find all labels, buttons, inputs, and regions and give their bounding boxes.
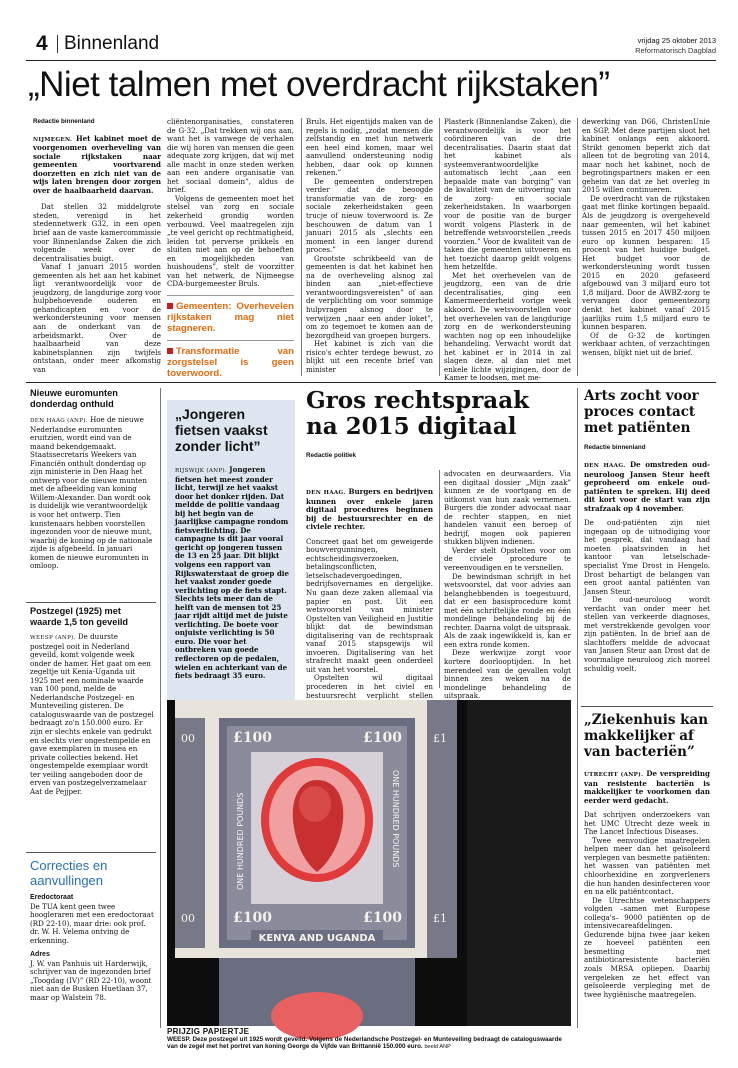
svg-text:£1: £1 — [433, 732, 447, 745]
main-byline: Redactie binnenland — [33, 118, 95, 125]
correcties-headline: Correcties en aanvullingen — [30, 858, 108, 888]
euromunten-headline: Nieuwe euromunten donderdag onthuld — [30, 388, 118, 409]
svg-text:00: 00 — [181, 732, 195, 745]
stamp-value-bottom-left: £100 — [233, 910, 272, 926]
main-col-3: Bruls. Het eigentijds maken van de regels is nodig, „zodat mensen die zelfstandig en met hun netwerk een heel eind komen, maar wel aanvullend ondersteuning nodig hebben, daar ook op kunnen rekenen.” De gemeenten onderstrepen verder dat de beoogde transformatie van de zorg- en sociale zekerheidstaken geen trucje of nieuw toverwoord is. Ze beschouwen de datum van 1 januari 2015 als „slechts een moment in een langer durend proces.” Grootste schrikbeeld van de gemeenten is dat het kabinet hen na de overheveling alsnog zal binden aan „niet-effectieve verantwoordingsvereisten” of aan de verplichting om voor sommige hulpvragen alsnog door te verwijzen „naar een ander loket”, om zo tegemoet te komen aan de bezorgdheid van groepen burgers. Het kabinet is zich van die risico's echter terdege bewust, zo blijkt uit een recente brief van minister — [306, 117, 433, 374]
stamp-value-bottom-right: £100 — [363, 910, 402, 926]
postzegel-headline: Postzegel (1925) met waarde 1,5 ton geveild — [30, 606, 129, 627]
section-title: Binnenland — [64, 33, 160, 54]
postzegel-article: Postzegel (1925) met waarde 1,5 ton geveild WEESP (ANP). De duurste postzegel ooit in Nederland geveild, komt volgende week onder de hamer. Het gaat om een zegeltje uit Kenia-Uganda uit 1925 met een nominale waarde van 100 pond, melde de Nederlandsche Postzegel- en Munteveiling gisteren. De cataloguswaarde van de postzegel bedraagt zo'n 150.000 euro. Er zijn er slechts enkele van gedrukt en slechts vier ongestempelde en gave exemplaren in musea en private collecties bekend. Het ongestempelde exemplaar wordt ter veiling aangeboden door de erven van postzegelverzamelaar Aat de Pejjper. — [30, 606, 154, 796]
photo-kicker: PRIJZIG PAPIERTJE — [167, 1027, 250, 1036]
stamp-side-right-text: ONE HUNDRED POUNDS — [391, 770, 400, 868]
main-headline: „Niet talmen met overdracht rijkstaken” — [28, 65, 610, 104]
main-col-4: Plasterk (Binnenlandse Zaken), die verantwoordelijk is voor het coördineren van de drie decentralisaties. Daarin staat dat het kabinet als systeemverantwoordelijke automatisch lecht „aan een bepaalde mate van borging” van de kwaliteit van de uitvoering van de zorg- en sociale zekerheidstaken. In waarborgen voor de positie van de burger wordt volgens Plasterk in de betreffende wetsvoorstellen „reeds voorzien.” Voor de kwaliteit van de taken die gemeenten uitvoeren en het toezicht daarop geldt volgens hem hetzelfde. Met het overhevelen van de jeugdzorg, een van de drie decentralisaties, ging een Kamermeerderheid vorige week akkoord. De wetsvoorstellen voor het overhevelen van de langdurige zorg en de werkondersteuning wachten nog op een inhoudelijke behandeling. Verwacht wordt dat het kabinet er in 2014 in zal slagen deze, al dan niet met enkele lichte wijzigingen, door de Kamer te loodsen, met me- — [444, 117, 571, 383]
svg-text:£1: £1 — [433, 912, 447, 925]
jongeren-headline: „Jongeren fietsen vaakst zonder licht” — [175, 406, 268, 454]
photo-caption: PRIJZIG PAPIERTJE WEESP. Deze postzegel uit 1925 wordt geveild. Volgens de Nederlandsche Postzegel- en Munteveiling bedraagt de cataloguswaarde van de zegel met het portret van koning George de Vijfde van Brittannië 150.000 euro. beeld ANP — [167, 1028, 571, 1052]
rechtspraak-col-1: DEN HAAG. Burgers en bedrijven kunnen over enkele jaren digitaal procedures beginnen bij de bestuursrechter en de civiele rechter. Concreet gaat het om geweigerde bouwvergunningen, echtscheidingsverzoeken, betalingsconflicten, letselschadevergoedingen, bedrijfsovernames en dergelijke. Nu gaan deze zaken allemaal via papier en post. Uit een wetsvoorstel van minister Opstelten van Veiligheid en Justitie blijkt dat de bewindsman digitalisering van de rechtspraak vanaf 2015 stapsgewijs wil invoeren. Digitalisering van het strafrecht maakt geen onderdeel uit van het voorstel. Opstelten wil digitaal procederen in het civiel en bestuursrecht verplicht stellen — [306, 487, 433, 700]
pull-quote-1: Gemeenten: Overhevelen rijkstaken mag niet stagneren. — [167, 295, 294, 334]
stamp-side-left-text: ONE HUNDRED POUNDS — [236, 792, 245, 890]
euromunten-article: Nieuwe euromunten donderdag onthuld DEN HAAG (ANP). Hoe de nieuwe Nederlandse euromunten eruitzien, wordt eind van de maand bekendgemaakt. Staatssecretaris Weekers van Financiën onthult donderdag op zijn ministerie in Den Haag het ontwerp voor de nieuwe munten met de afbeelding van koning Willem-Alexander. Dan wordt ook is duidelijk wie verantwoordelijk is voor het ontwerp. Tien kunstenaars hebben voorstellen ingezonden voor de nieuwe munt, waarbij de koning op de nationale zijde is afgebeeld. In januari komen de nieuwe euromunten in omloop. — [30, 388, 153, 571]
main-col-5: dewerking van D66, ChristenUnie en SGP. Met deze partijen sloot het kabinet onlangs een akkoord. Strikt genomen beperkt zich dat alleen tot de begroting van 2014, maar noch het kabinet, noch de begrotingspartners maken er een geheim van dat ze het overleg in 2015 willen continueren. De overdracht van de rijkstaken gaat met flinke kortingen bepaald. Als de jeugdzorg is overgeheveld naar gemeenten, wil het kabinet tussen 2015 en 2017 450 miljoen euro op kunnen besparen: 15 procent van het huidige budget. Het budget voor de werkondersteuning wordt tussen 2015 en 2020 gefaseerd afgebouwd van 3 miljard euro tot 1,8 miljard. Door de AWBZ-zorg te vervangen door gemeentezorg denkt het kabinet vanaf 2015 jaarlijks ruim 1,5 miljard euro te kunnen besparen. Of de G-32 de kortingen werkbaar achten, of verzachtingen wensen, blijkt niet uit de brief. — [582, 117, 710, 357]
svg-text:00: 00 — [181, 912, 195, 925]
ziekenhuis-article: „Ziekenhuis kan makkelijker af van bacteriën” UTRECHT (ANP). De verspreiding van resistente bacteriën is makkelijker te voorkomen dan eerder werd gedacht. Dat schrijven onderzoekers van het UMC Utrecht deze week in The Lancet Infectious Diseases. Twee eenvoudige maatregelen helpen meer dan het geïsoleerd verplegen van besmette patiënten: het wassen van patiënten met chloorhexidine en zorgverleners die hun handen desinfecteren voor en na elk patiëntcontact. De Utrechtse wetenschappers volgden –samen met Europese collega's– 9000 patiënten op de intensivecareafdelingen. Gedurende bijna twee jaar keken ze hoeveel patiënten een besmetting met antibioticaresistente bacteriën zoals MRSA opliepen. Daarbij vergeleken ze het effect van geïsoleerde verpleging met de twee hygiënische maatregelen. — [584, 712, 710, 999]
stamp-country-text: KENYA AND UGANDA — [258, 933, 376, 944]
page-number: 4 — [36, 32, 48, 55]
paper-name: Reformatorisch Dagblad — [635, 46, 716, 55]
page-header — [26, 32, 716, 60]
ziekenhuis-headline: „Ziekenhuis kan makkelijker af van bacteriën” — [584, 712, 709, 760]
arts-article: Arts zocht voor proces contact met patiënten Redactie binnenland DEN HAAG. De omstreden oud-neuroloog Jansen Steur heeft geprobeerd om enkele oud-patiënten te spreken. Hij deed dit kort voor de start van zijn strafzaak op 4 november. De oud-patiënten zijn niet ingegaan op de uitnodiging voor het gesprek, dat vandaag had moeten plaatsvinden in het kantoor van letselschade-specialist Yme Drost in Hengelo. Drost behartigt de belangen van een groot aantal patiënten van Jansen Steur. De oud-neuroloog wordt verdacht van onder meer het stellen van verkeerde diagnoses, met verstrekkende gevolgen voor zijn patiënten. In de brief aan de slachtoffers meldde de advocaat van Jansen Steur aan Drost dat de voormalige neuroloog zich moreel schuldig voelt. — [584, 388, 710, 673]
rechtspraak-article: Gros rechtspraak na 2015 digitaal Redactie politiek — [306, 388, 571, 459]
jongeren-box: „Jongeren fietsen vaakst zonder licht” RIJSWIJK (ANP). Jongeren fietsen het meest zonder licht, terwijl ze het vaakst door het donker rijden. Dat meldde de politie vandaag bij het begin van de jaarlijkse campagne rondom fietsverlichting. De campagne is dit jaar vooral gericht op jongeren tussen de 13 en 25 jaar. Dit blijkt volgens een rapport van Rijkswaterstaat de groep die het vaakst zonder goede verlichting op de fiets stapt. Slechts iets meer dan de helft van de mensen tot 25 jaar rijdt altijd met de juiste verlichting. De boete voor onjuiste verlichting is 50 euro. Die voor het ontbreken van goede reflectoren op de pedalen, wielen en achterkant van de fiets bedraagt 35 euro. — [167, 400, 295, 800]
stamp-photo — [167, 700, 571, 1026]
rechtspraak-headline: Gros rechtspraak na 2015 digitaal — [306, 387, 530, 440]
stamp-image — [167, 700, 571, 1026]
correcties-box: Correcties en aanvullingen Eredoctoraat De TUA kent geen twee hoogleraren met een eredoctoraat (RD 22-10), maar drie: ook prof. dr. W. H. Velema ontving de erkenning. Adres J. W. van Panhuis uit Harderwijk, schrijver van de ingezonden brief „Toogdag (IV)” (RD 22-10), woont niet aan de Busken Huetlaan 37, maar op Walstein 78. — [30, 858, 154, 1003]
rechtspraak-col-2: advocaten en deurwaarders. Via een digitaal dossier „Mijn zaak” kunnen ze de voortgang en de uitkomst van hun zaak vernemen. Burgers die zonder advocaat naar de rechter stappen, en niet handelen vanuit een beroep of bedrijf, mogen ook papieren stukken blijven indienen. Verder stelt Opstelten voor om de civiele procedure te vereenvoudigen en te versnellen. De bewindsman schrijft in het wetsvoorstel, dat voor advies aan belanghebbenden is toegestuurd, dat er een basisprocedure komt met één schriftelijke ronde en één mondelinge behandeling bij de rechter. Daarna volgt de uitspraak. Als de zaak ingewikkeld is, kan er een extra ronde komen. Deze werkwijze zorgt voor kortere doorlooptijden. In het merendeel van de gevallen volgt binnen zes weken na de mondelinge behandeling de uitspraak. — [444, 469, 571, 701]
stamp-value-top-left: £100 — [233, 730, 272, 746]
main-col-2: cliëntenorganisaties, constateren de G-32. „Dat trekken wij ons aan, want het is vanwege de verhalen die wij horen van mensen die geen adequate zorg krijgen, dat wij met alle macht in onze steden werken aan een andere organisatie van het sociaal domein”, aldus de brief. Volgens de gemeenten moet het stelsel van zorg en sociale zekerheid grondig worden verbouwd. Veel maatregelen zijn „te veel gericht op rechtmatigheid, leiden tot perverse prikkels en sluiten niet aan op de behoeften en mogelijkheden van huishoudens”, stelt de voorzitter van het netwerk, de Nijmeegse CDA-burgemeester Bruls. Gemeenten: Overhevelen rijkstaken mag niet stagneren. Transformatie van zorgstelsel is geen toverwoord. — [167, 117, 294, 379]
pull-quote-2: Transformatie van zorgstelsel is geen toverwoord. — [167, 340, 294, 379]
stamp-value-top-right: £100 — [363, 730, 402, 746]
main-col-1: Redactie binnenland NIJMEGEN. Het kabinet moet de voorgenomen overheveling van sociale rijkstaken naar gemeenten voortvarend doorzetten en zich niet van de wijs laten brengen door zorgen over de haalbaarheid daarvan. Dat stellen 32 middelgrote steden, verenigd in het stedennetwerk G32, in een open brief aan de vaste kamercommissie voor Binnenlandse Zaken die zich volgende week over de decentralisaties buigt. Vanaf 1 januari 2015 worden gemeenten als het aan het kabinet ligt verantwoordelijk voor de jeugdzorg, de langdurige zorg voor hulpbehoevende ouderen en gehandicapten en voor de werkondersteuning voor mensen aan de onderkant van de arbeidsmarkt. Over de haalbaarheid van deze kabinetsplannen zijn twijfels ontstaan, onder meer afkomstig van — [33, 118, 161, 374]
arts-headline: Arts zocht voor proces contact met patiënten — [584, 388, 699, 436]
page-date: vrijdag 25 oktober 2013 — [637, 36, 716, 45]
